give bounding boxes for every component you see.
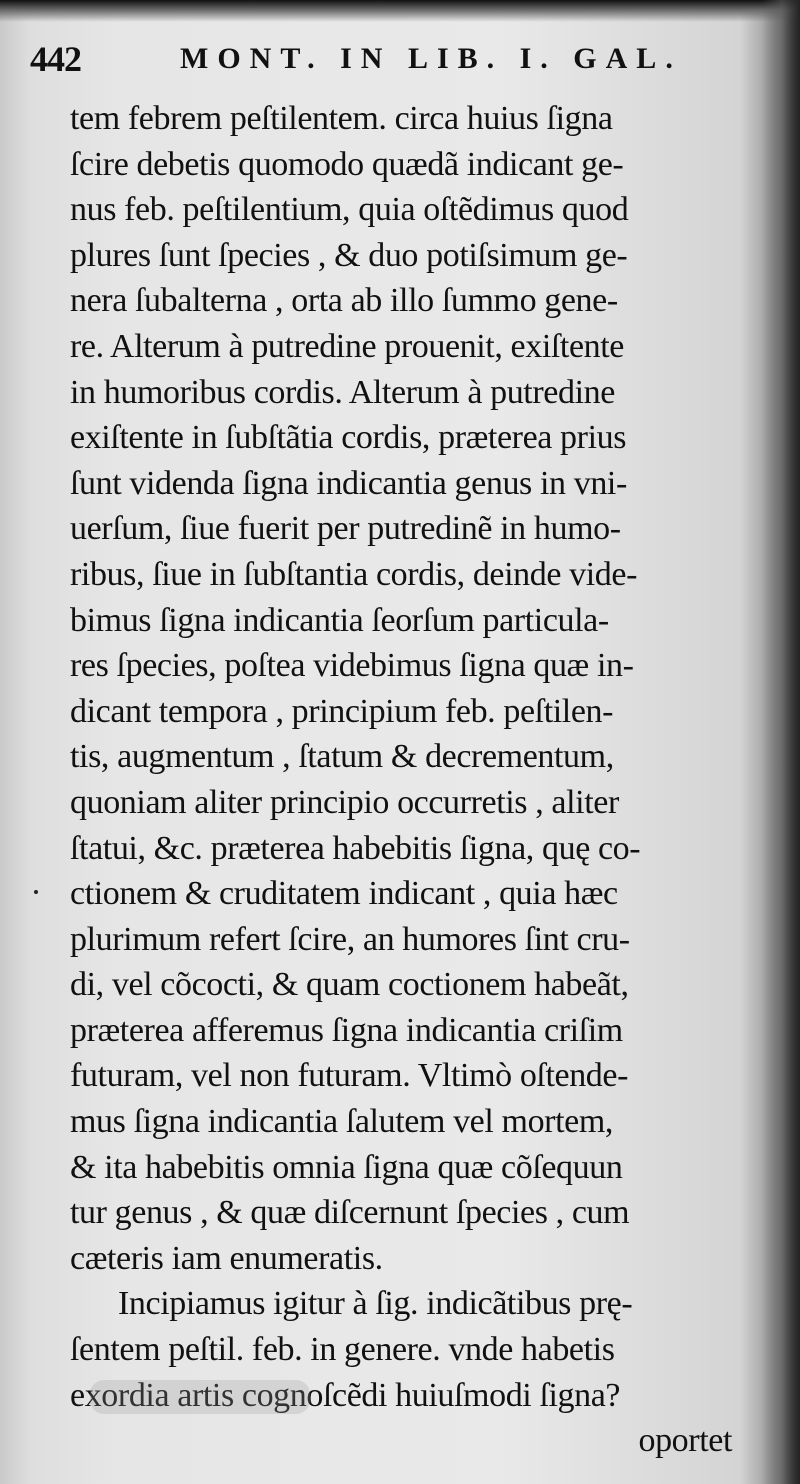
- text-line: cæteris iam enumeratis.: [70, 1239, 383, 1277]
- text-line: futuram, vel non futuram. Vltimò oſtende-: [70, 1057, 629, 1095]
- text-line: bimus ſigna indicantia ſeorſum particula-: [70, 601, 609, 639]
- text-line: tis, augmentum , ſtatum & decrementum,: [70, 738, 614, 776]
- text-line: di, vel cõcocti, & quam coctionem habeãt,: [70, 966, 629, 1004]
- text-line: dicant tempora , principium feb. peſtilen-: [70, 692, 614, 730]
- paragraph-start-line: Incipiamus igitur à ſig. indicãtibus prę-: [118, 1285, 633, 1323]
- text-line: ctionem & cruditatem indicant , quia hæc: [70, 875, 618, 913]
- body-text: [70, 96, 740, 1464]
- text-line: exordia artis cognoſcẽdi huiuſmodi ſigna?: [70, 1376, 621, 1414]
- text-line: res ſpecies, poſtea videbimus ſigna quæ in-: [70, 647, 634, 685]
- text-line: uerſum, ſiue fuerit per putredinẽ in humo-: [70, 510, 621, 548]
- text-line: exiſtente in ſubſtãtia cordis, præterea prius: [70, 419, 627, 457]
- text-line: ſcire debetis quomodo quædã indicant ge-: [70, 145, 624, 183]
- text-line: tem febrem peſtilentem. circa huius ſigna: [70, 100, 613, 137]
- ink-speck: [34, 890, 38, 894]
- text-line: ribus, ſiue in ſubſtantia cordis, deinde vide-: [70, 555, 638, 593]
- text-line: ſtatui, &c. præterea habebitis ſigna, quę co-: [70, 829, 641, 867]
- page-gutter-shadow: [762, 0, 800, 1484]
- text-line: plures ſunt ſpecies , & duo potiſsimum ge-: [70, 236, 628, 274]
- text-line: nus feb. peſtilentium, quia oſtẽdimus quod: [70, 191, 629, 229]
- text-line: tur genus , & quæ diſcernunt ſpecies , cum: [70, 1194, 630, 1232]
- text-line: nera ſubalterna , orta ab illo ſummo gene-: [70, 282, 618, 320]
- text-line: præterea afferemus ſigna indicantia criſim: [70, 1011, 623, 1049]
- running-head: MONT. IN LIB. I. GAL.: [180, 42, 682, 75]
- page-header: [30, 38, 730, 82]
- text-line: ſentem peſtil. feb. in genere. vnde habetis: [70, 1331, 615, 1369]
- text-line: & ita habebitis omnia ſigna quæ cõſequun: [70, 1148, 623, 1186]
- text-line: in humoribus cordis. Alterum à putredine: [70, 373, 615, 411]
- top-shadow: [0, 0, 800, 22]
- text-line: ſunt videnda ſigna indicantia genus in vni-: [70, 464, 627, 502]
- catchword: oportet: [638, 1422, 732, 1460]
- text-line: quoniam aliter principio occurretis , aliter: [70, 783, 619, 821]
- text-line: re. Alterum à putredine prouenit, exiſtente: [70, 327, 624, 365]
- text-line: plurimum refert ſcire, an humores ſint cru-: [70, 920, 630, 958]
- show-through-smudge: [90, 1380, 310, 1414]
- text-line: mus ſigna indicantia ſalutem vel mortem,: [70, 1103, 613, 1141]
- page-number: 442: [30, 39, 81, 79]
